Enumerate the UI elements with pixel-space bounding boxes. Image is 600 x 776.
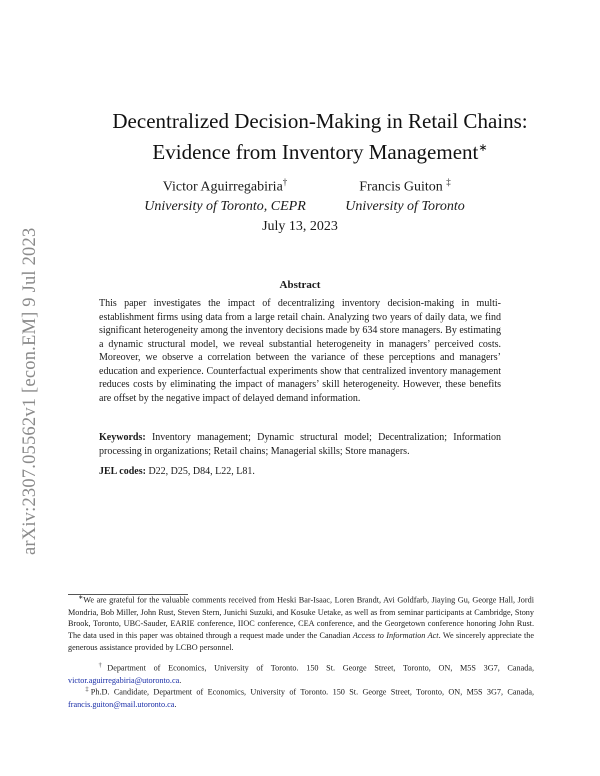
author-1-name: Victor Aguirregabiria (162, 179, 283, 195)
footnote-author-1 (68, 661, 534, 686)
paper-title (40, 108, 600, 166)
footnote-3-text: Ph.D. Candidate, Department of Economics, University of Toronto. 150 St. George Street, Toronto, ON, M5S 3G7, Canada, (90, 687, 535, 697)
title-line-2 (40, 135, 600, 166)
jel-codes (99, 465, 501, 479)
author-1-affiliation: University of Toronto, CEPR (144, 198, 306, 214)
footnote-3-end: . (174, 699, 177, 709)
email-link-author-1[interactable]: victor.aguirregabiria@utoronto.ca (68, 675, 180, 685)
footnote-3-mark: ‡ (85, 687, 91, 693)
title-line-2-text: Evidence from Inventory Management (152, 140, 479, 164)
footnote-2-text: Department of Economics, University of Toronto. 150 St. George Street, Toronto, ON, M5S 3G7, Canada, (107, 663, 535, 673)
footnote-author-2 (68, 685, 534, 710)
footnote-2-mark: † (98, 663, 108, 669)
email-link-author-2[interactable]: francis.guiton@mail.utoronto.ca (68, 699, 175, 709)
jel-text: D22, D25, D84, L22, L81. (148, 466, 255, 477)
footnote-1-mark: ∗ (78, 595, 84, 601)
author-1-footnote-mark[interactable]: † (282, 177, 288, 187)
abstract-text: This paper investigates the impact of decentralizing inventory decision-making in multi-establishment firms using data from a large retail chain. Analyzing two years of daily data, we find significant heterogeneity among the inventory decisions made by 634 store managers. By estimating a dynamic structural model, we reveal substantial heterogeneity in managers’ perceived costs. Moreover, we observe a correlation between the variance of these perceptions and managers’ education and experience. Counterfactual experiments show that centralized inventory management reduces costs by eliminating the impact of managers’ skill heterogeneity. However, these benefits are offset by the negative impact of delayed demand information. (99, 298, 501, 404)
author-2-affiliation: University of Toronto (345, 198, 465, 214)
author-2-name: Francis Guiton (359, 179, 443, 195)
keywords-label: Keywords: (99, 432, 146, 443)
footnote-1-text-b: . We sincerely appreciate the generous assistance provided by LCBO personnel. (68, 631, 534, 652)
footnote-1-text-a: We are grateful for the valuable comments received from Heski Bar-Isaac, Loren Brandt, Avi Goldfarb, Jiaying Gu, George Hall, Jordi Mondria, Bob Miller, John Rust, Steven Stern, Junichi Suzuki, and Kosuke Uetake, as well as from seminar participants at Cambridge, Stony Brook, Toronto, UBC-Sauder, EARIE conference, IIOC conference, CEA conference, and the Georgetown conference honoring John Rust. The data used in this paper was obtained through a request made under the Canadian (68, 595, 535, 641)
title-line-1: Decentralized Decision-Making in Retail Chains: (112, 109, 528, 133)
footnote-acknowledgements (68, 593, 534, 654)
paper-date: July 13, 2023 (262, 219, 338, 234)
jel-label: JEL codes: (99, 466, 146, 477)
keywords-text: Inventory management; Dynamic structural model; Decentralization; Information processing in organizations; Retail chains; Managerial skills; Store managers. (99, 432, 502, 457)
author-2-footnote-mark[interactable]: ‡ (446, 177, 451, 187)
abstract-heading: Abstract (279, 279, 321, 291)
title-footnote-mark[interactable]: ∗ (478, 142, 488, 154)
author-1 (120, 173, 330, 216)
arxiv-identifier[interactable]: arXiv:2307.05562v1 [econ.EM] 9 Jul 2023 (20, 227, 40, 555)
footnote-1-italic: Access to Information Act (352, 631, 439, 641)
footnote-2-end: . (179, 675, 182, 685)
keywords (99, 431, 501, 458)
author-2 (330, 173, 480, 216)
